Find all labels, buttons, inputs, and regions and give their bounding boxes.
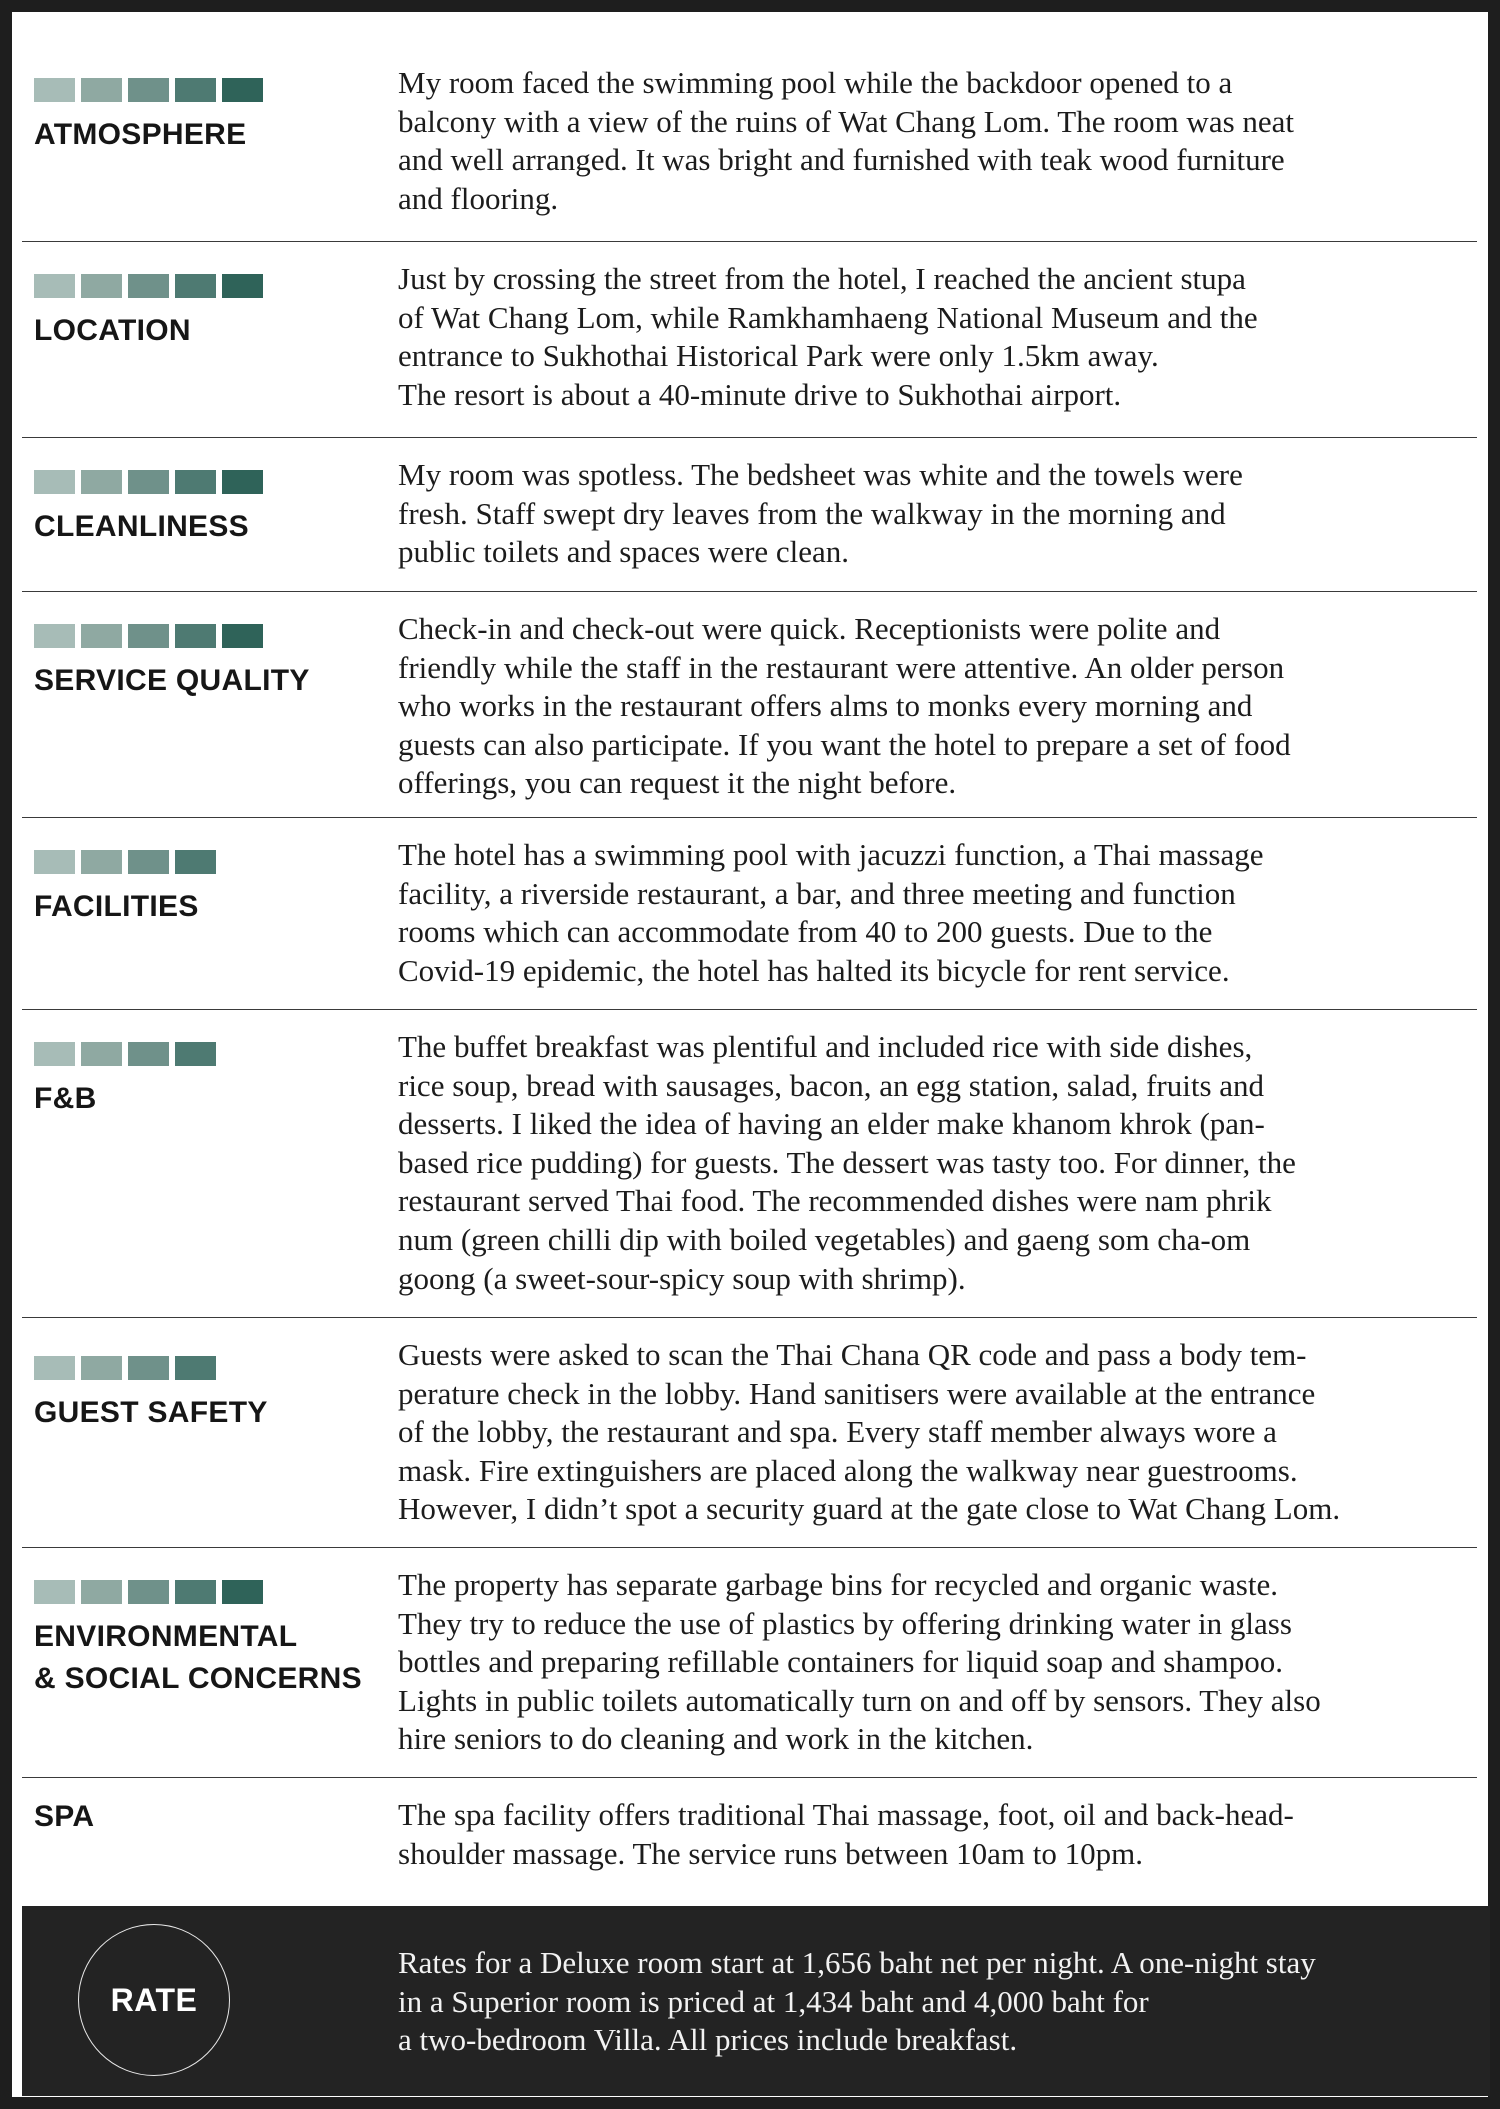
text-line: They try to reduce the use of plastics by offering drinking water in glass xyxy=(398,1605,1292,1641)
category-label: CLEANLINESS xyxy=(34,510,249,543)
text-line: a two-bedroom Villa. All prices include breakfast. xyxy=(398,2022,1018,2058)
section-cleanliness xyxy=(22,438,1477,592)
rating-segment xyxy=(81,1042,122,1066)
rating-bar xyxy=(34,274,398,298)
rate-box xyxy=(22,1906,1490,2096)
text-line: perature check in the lobby. Hand sanitisers were available at the entrance xyxy=(398,1375,1316,1411)
category-label: F&B xyxy=(34,1082,97,1115)
rating-bar xyxy=(34,1042,398,1066)
category-label: FACILITIES xyxy=(34,890,199,923)
text-line: The spa facility offers traditional Thai massage, foot, oil and back-head- xyxy=(398,1797,1294,1832)
rating-segment xyxy=(175,1580,216,1604)
rating-segment xyxy=(175,1356,216,1380)
rating-segment xyxy=(175,850,216,874)
section-text xyxy=(398,64,1473,218)
text-line: who works in the restaurant offers alms to monks every morning and xyxy=(398,688,1253,724)
text-line: Guests were asked to scan the Thai Chana QR code and pass a body tem- xyxy=(398,1337,1307,1372)
text-line: My room faced the swimming pool while the backdoor opened to a xyxy=(398,65,1233,100)
section-text xyxy=(398,610,1473,803)
text-line: However, I didn’t spot a security guard at the gate close to Wat Chang Lom. xyxy=(398,1491,1341,1527)
rating-segment xyxy=(34,850,75,874)
rating-segment xyxy=(175,274,216,298)
section-fnb xyxy=(22,1010,1477,1318)
rating-segment xyxy=(34,1356,75,1380)
text-line: in a Superior room is priced at 1,434 baht and 4,000 baht for xyxy=(398,1983,1149,2019)
rating-segment xyxy=(222,1580,263,1604)
text-line: offerings, you can request it the night before. xyxy=(398,765,957,801)
rating-segment xyxy=(175,78,216,102)
rating-segment xyxy=(81,1580,122,1604)
rating-segment xyxy=(175,1042,216,1066)
rating-segment xyxy=(128,78,169,102)
text-line: facility, a riverside restaurant, a bar, and three meeting and function xyxy=(398,875,1236,911)
rating-segment xyxy=(128,274,169,298)
text-line: Just by crossing the street from the hotel, I reached the ancient stupa xyxy=(398,261,1246,296)
rating-segment xyxy=(128,1356,169,1380)
text-line: rooms which can accommodate from 40 to 200 guests. Due to the xyxy=(398,914,1213,950)
rating-bar xyxy=(34,1580,398,1604)
text-line: shoulder massage. The service runs between 10am to 10pm. xyxy=(398,1835,1143,1871)
section-text xyxy=(398,456,1473,572)
category-label: ENVIRONMENTAL & SOCIAL CONCERNS xyxy=(34,1620,362,1695)
section-text xyxy=(398,1566,1473,1759)
text-line: Check-in and check-out were quick. Receptionists were polite and xyxy=(398,611,1221,646)
text-line: Covid-19 epidemic, the hotel has halted its bicycle for rent service. xyxy=(398,952,1230,988)
section-facilities xyxy=(22,818,1477,1010)
category-label: SPA xyxy=(34,1800,95,1833)
text-line: friendly while the staff in the restaurant were attentive. An older person xyxy=(398,649,1285,685)
rating-segment xyxy=(34,1042,75,1066)
section-atmosphere xyxy=(22,46,1477,242)
text-line: and well arranged. It was bright and furnished with teak wood furniture xyxy=(398,142,1285,178)
rating-segment xyxy=(81,1356,122,1380)
review-table xyxy=(22,46,1477,1888)
rating-segment xyxy=(81,274,122,298)
text-line: The hotel has a swimming pool with jacuzzi function, a Thai massage xyxy=(398,837,1264,872)
category-label: GUEST SAFETY xyxy=(34,1396,268,1429)
rating-segment xyxy=(34,624,75,648)
text-line: rice soup, bread with sausages, bacon, an egg station, salad, fruits and xyxy=(398,1067,1265,1103)
rating-bar xyxy=(34,850,398,874)
text-line: restaurant served Thai food. The recommended dishes were nam phrik xyxy=(398,1183,1272,1219)
section-service-quality xyxy=(22,592,1477,818)
rating-segment xyxy=(81,78,122,102)
section-spa xyxy=(22,1778,1477,1888)
section-guest-safety xyxy=(22,1318,1477,1548)
text-line: public toilets and spaces were clean. xyxy=(398,534,850,570)
section-environmental-social xyxy=(22,1548,1477,1778)
rating-segment xyxy=(81,850,122,874)
section-text xyxy=(398,836,1473,990)
text-line: balcony with a view of the ruins of Wat Chang Lom. The room was neat xyxy=(398,103,1295,139)
category-label: LOCATION xyxy=(34,314,191,347)
text-line: desserts. I liked the idea of having an elder make khanom khrok (pan- xyxy=(398,1106,1265,1142)
text-line: The property has separate garbage bins for recycled and organic waste. xyxy=(398,1567,1278,1602)
rating-segment xyxy=(222,274,263,298)
rating-segment xyxy=(222,78,263,102)
rating-segment xyxy=(128,624,169,648)
rating-segment xyxy=(175,470,216,494)
text-line: based rice pudding) for guests. The dessert was tasty too. For dinner, the xyxy=(398,1144,1296,1180)
rating-segment xyxy=(81,624,122,648)
rating-segment xyxy=(128,850,169,874)
rating-segment xyxy=(34,78,75,102)
section-text xyxy=(398,1336,1473,1529)
rate-label: RATE xyxy=(110,1981,198,2018)
section-text xyxy=(398,260,1473,414)
text-line: num (green chilli dip with boiled vegetables) and gaeng som cha-om xyxy=(398,1221,1251,1257)
section-text xyxy=(398,1796,1473,1873)
rating-segment xyxy=(128,470,169,494)
text-line: fresh. Staff swept dry leaves from the walkway in the morning and xyxy=(398,495,1226,531)
category-label: SERVICE QUALITY xyxy=(34,664,310,697)
rating-segment xyxy=(34,274,75,298)
text-line: hire seniors to do cleaning and work in the kitchen. xyxy=(398,1721,1034,1757)
rating-segment xyxy=(34,1580,75,1604)
text-line: Rates for a Deluxe room start at 1,656 baht net per night. A one-night stay xyxy=(398,1945,1316,1980)
text-line: and flooring. xyxy=(398,180,559,216)
rating-bar xyxy=(34,78,398,102)
rating-segment xyxy=(222,624,263,648)
text-line: mask. Fire extinguishers are placed along the walkway near guestrooms. xyxy=(398,1452,1298,1488)
text-line: My room was spotless. The bedsheet was white and the towels were xyxy=(398,457,1243,492)
rate-text xyxy=(398,1944,1468,2060)
rating-segment xyxy=(222,470,263,494)
rating-segment xyxy=(34,470,75,494)
rating-segment xyxy=(128,1580,169,1604)
text-line: The resort is about a 40-minute drive to Sukhothai airport. xyxy=(398,376,1122,412)
text-line: bottles and preparing refillable containers for liquid soap and shampoo. xyxy=(398,1644,1283,1680)
rating-bar xyxy=(34,624,398,648)
section-text xyxy=(398,1028,1473,1298)
rating-segment xyxy=(175,624,216,648)
rating-bar xyxy=(34,470,398,494)
text-line: guests can also participate. If you want the hotel to prepare a set of food xyxy=(398,726,1291,762)
section-location xyxy=(22,242,1477,438)
text-line: entrance to Sukhothai Historical Park were only 1.5km away. xyxy=(398,338,1159,374)
text-line: The buffet breakfast was plentiful and included rice with side dishes, xyxy=(398,1029,1253,1064)
rating-segment xyxy=(128,1042,169,1066)
rating-segment xyxy=(81,470,122,494)
text-line: of the lobby, the restaurant and spa. Every staff member always wore a xyxy=(398,1414,1277,1450)
rating-bar xyxy=(34,1356,398,1380)
text-line: of Wat Chang Lom, while Ramkhamhaeng National Museum and the xyxy=(398,299,1258,335)
category-label: ATMOSPHERE xyxy=(34,118,247,151)
text-line: goong (a sweet-sour-spicy soup with shrimp). xyxy=(398,1260,966,1296)
rate-badge xyxy=(78,1924,230,2076)
text-line: Lights in public toilets automatically turn on and off by sensors. They also xyxy=(398,1682,1321,1718)
